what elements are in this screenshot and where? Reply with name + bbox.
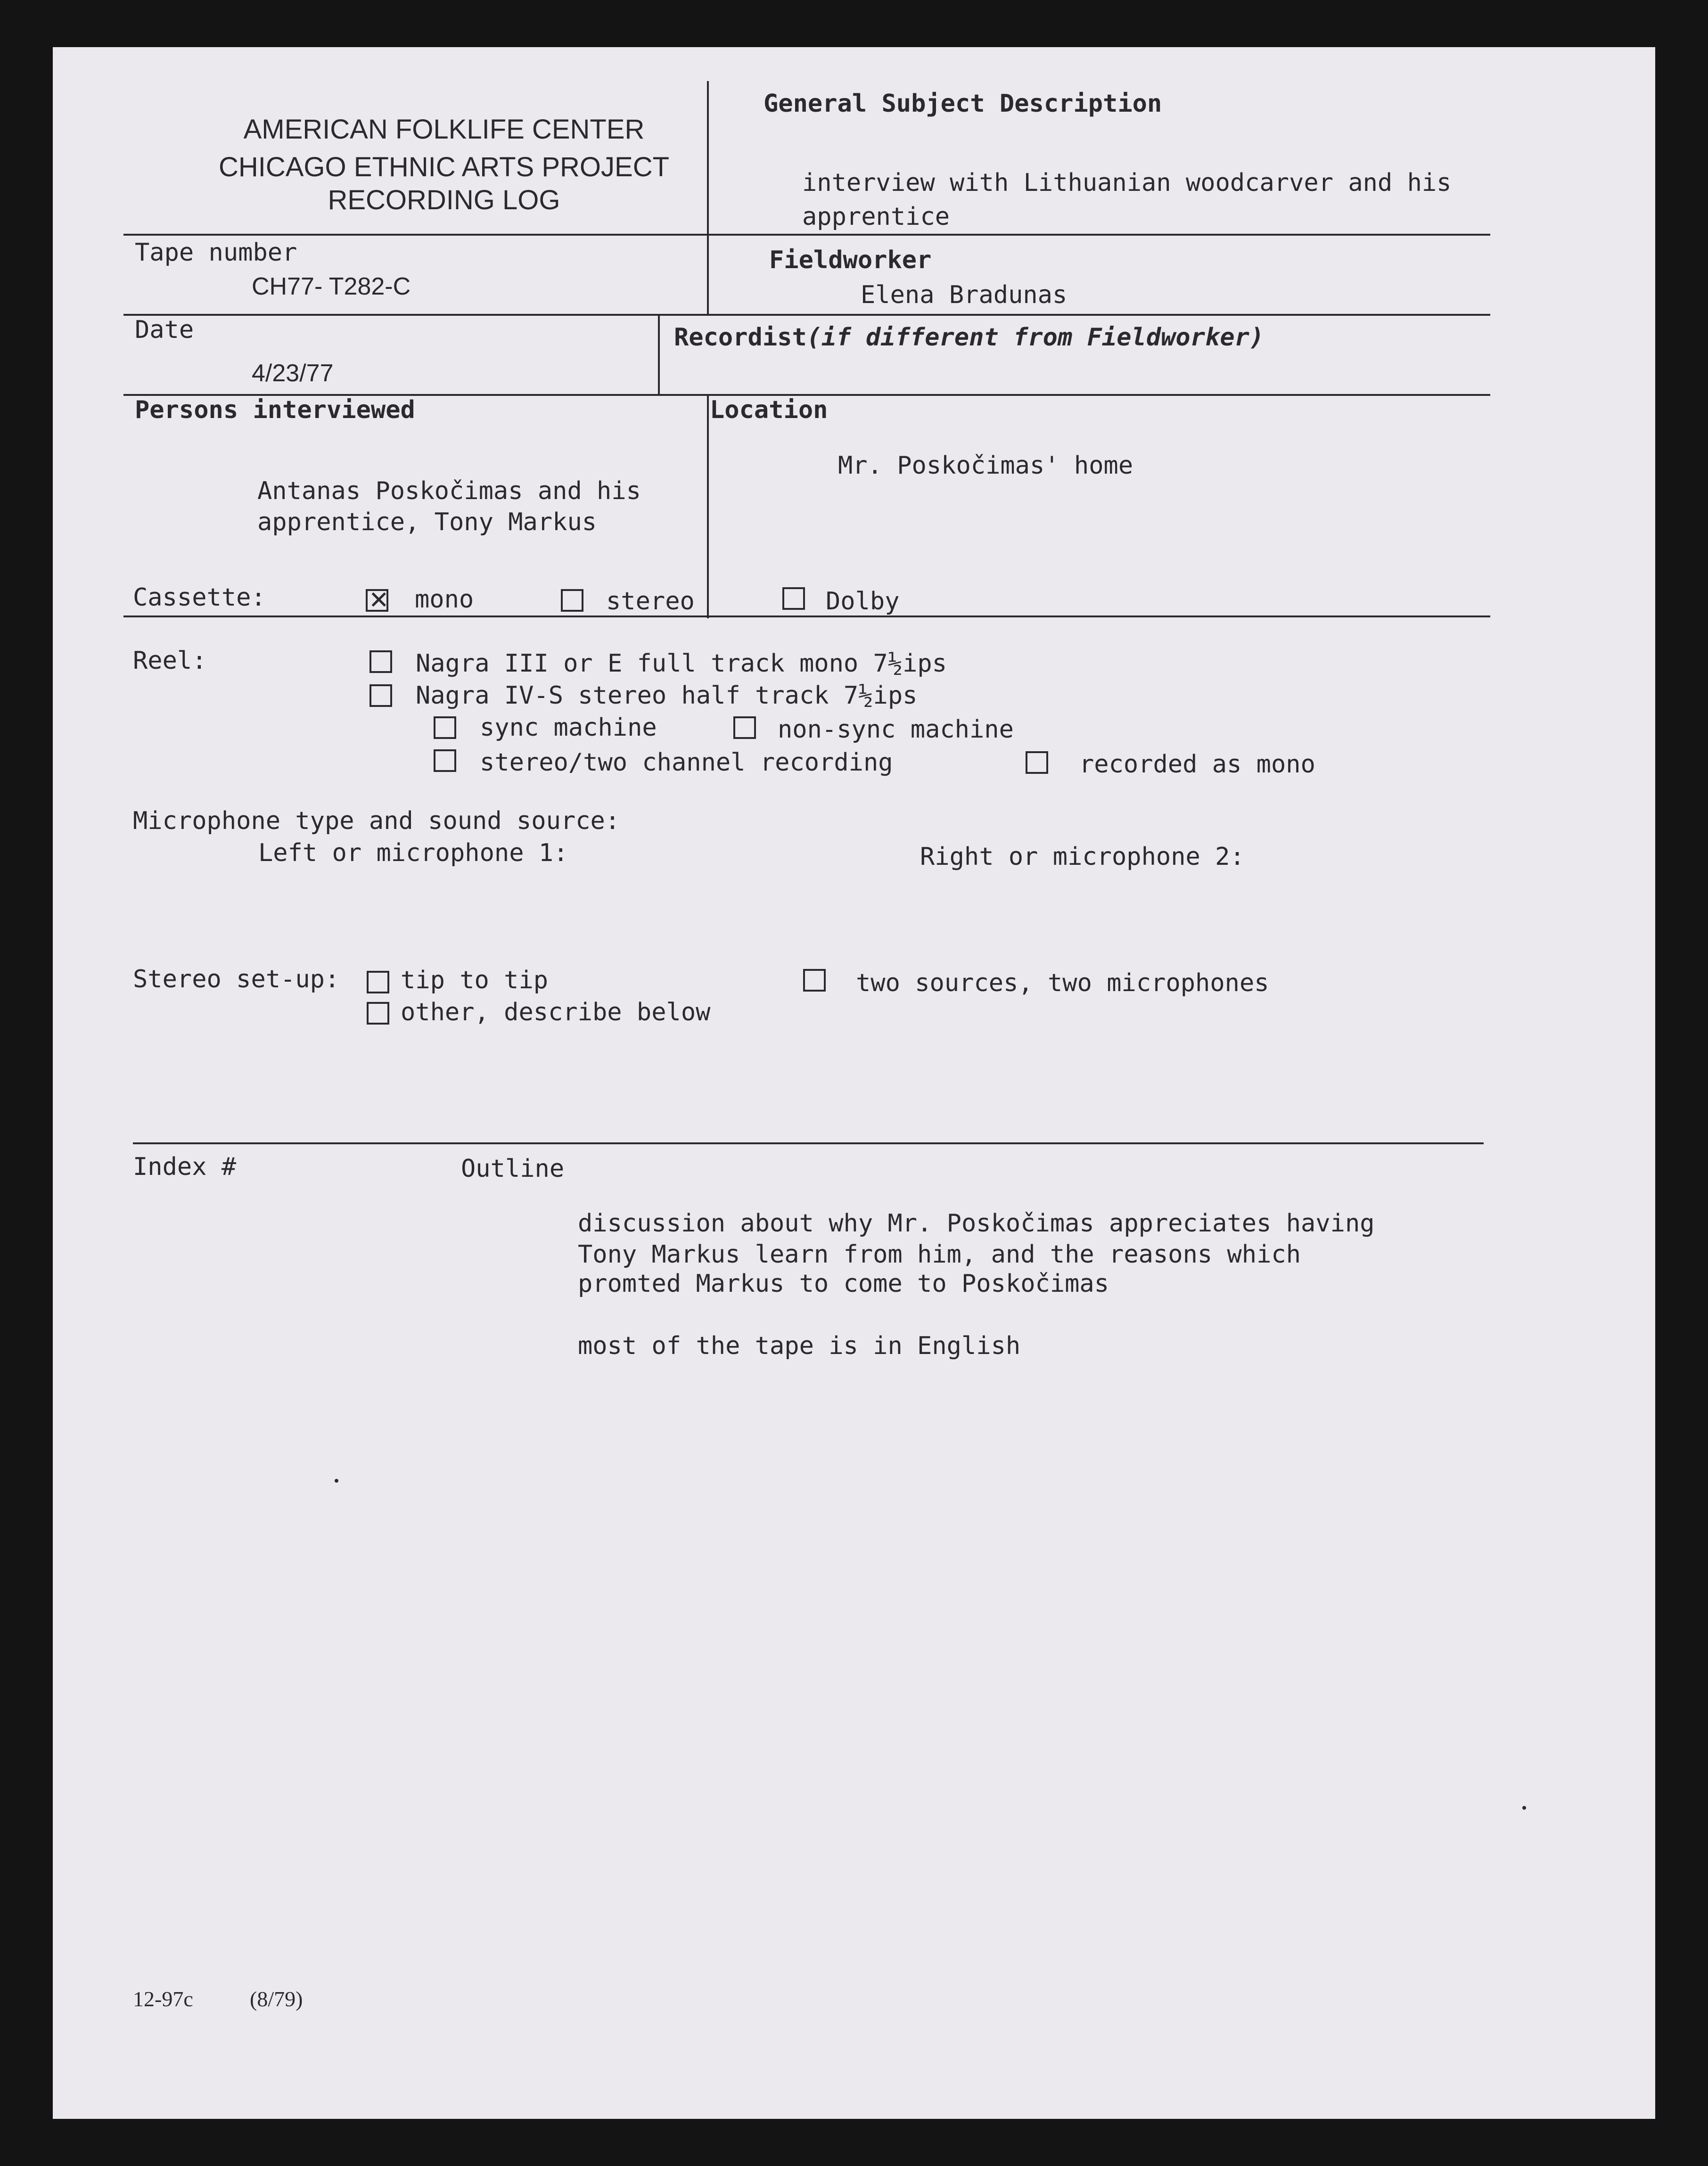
tape-divider	[707, 236, 709, 315]
location-value: Mr. Poskočimas' home	[838, 451, 1133, 480]
fieldworker-label: Fieldworker	[769, 246, 932, 274]
recordist-note: (if different from Fieldworker)	[806, 323, 1265, 352]
nonsync-label: non-sync machine	[778, 715, 1014, 744]
other-checkbox[interactable]	[367, 1002, 389, 1025]
other-label: other, describe below	[401, 998, 711, 1026]
nonsync-checkbox[interactable]	[733, 716, 756, 739]
stereo-setup-label: Stereo set-up:	[133, 965, 340, 993]
stereo-label: stereo	[606, 587, 695, 615]
two-sources-checkbox[interactable]	[803, 969, 826, 992]
mic-right-label: Right or microphone 2:	[920, 843, 1245, 871]
tape-number-label: Tape number	[135, 238, 297, 267]
recordist-label-text: Recordist	[674, 323, 807, 352]
form-number: 12-97c	[133, 1987, 193, 2011]
persons-line1: Antanas Poskočimas and his	[257, 477, 641, 505]
outline-label: Outline	[461, 1155, 565, 1183]
location-label: Location	[710, 396, 828, 424]
two-sources-label: two sources, two microphones	[856, 969, 1269, 997]
speck	[1522, 1806, 1526, 1810]
date-label: Date	[135, 316, 194, 344]
fieldworker-value: Elena Bradunas	[861, 281, 1068, 309]
tape-number-value: CH77- T282-C	[252, 273, 411, 300]
index-label: Index #	[133, 1153, 237, 1181]
stereo-two-checkbox[interactable]	[434, 749, 456, 772]
nagra3-checkbox[interactable]	[370, 650, 392, 673]
general-subject-line1: interview with Lithuanian woodcarver and his	[802, 169, 1452, 197]
rule-1	[123, 234, 1490, 236]
dolby-checkbox[interactable]	[782, 587, 805, 610]
cassette-label: Cassette:	[133, 583, 266, 612]
mono-label: mono	[415, 585, 474, 614]
form-revision: (8/79)	[250, 1987, 303, 2011]
persons-divider	[707, 395, 709, 618]
sync-checkbox[interactable]	[434, 716, 456, 739]
outline-line3: promted Markus to come to Poskočimas	[578, 1270, 1109, 1298]
header-divider	[707, 81, 709, 237]
general-subject-label: General Subject Description	[764, 90, 1162, 118]
microphone-label: Microphone type and sound source:	[133, 807, 620, 835]
project-name: CHICAGO ETHNIC ARTS PROJECT	[218, 152, 670, 182]
persons-line2: apprentice, Tony Markus	[257, 508, 597, 536]
recorded-mono-label: recorded as mono	[1079, 750, 1315, 779]
general-subject-line2: apprentice	[802, 203, 950, 231]
form-title: RECORDING LOG	[328, 185, 560, 215]
stereo-two-label: stereo/two channel recording	[480, 748, 893, 777]
dolby-label: Dolby	[826, 587, 900, 615]
rule-4	[123, 615, 1490, 617]
persons-label: Persons interviewed	[135, 396, 415, 424]
recordist-label	[674, 322, 1264, 353]
nagra4-checkbox[interactable]	[370, 684, 392, 707]
date-value: 4/23/77	[252, 360, 334, 387]
mic-left-label: Left or microphone 1:	[258, 839, 568, 867]
tip-label: tip to tip	[401, 966, 549, 994]
org-name: AMERICAN FOLKLIFE CENTER	[243, 114, 645, 145]
date-divider	[658, 315, 660, 395]
mono-checkbox[interactable]	[366, 589, 388, 612]
nagra3-label: Nagra III or E full track mono 7½ips	[416, 649, 947, 678]
outline-line4: most of the tape is in English	[578, 1332, 1021, 1360]
recording-log-page	[53, 47, 1655, 2119]
stereo-checkbox[interactable]	[561, 589, 583, 612]
outline-line2: Tony Markus learn from him, and the reasons which	[578, 1240, 1301, 1269]
nagra4-label: Nagra IV-S stereo half track 7½ips	[416, 681, 918, 710]
sync-label: sync machine	[480, 714, 657, 742]
reel-label: Reel:	[133, 647, 207, 675]
outline-line1: discussion about why Mr. Poskočimas appreciates having	[578, 1209, 1375, 1238]
index-rule	[133, 1142, 1484, 1144]
tip-checkbox[interactable]	[367, 971, 389, 993]
speck	[335, 1479, 338, 1483]
recorded-mono-checkbox[interactable]	[1026, 751, 1048, 774]
rule-2	[123, 314, 1490, 316]
